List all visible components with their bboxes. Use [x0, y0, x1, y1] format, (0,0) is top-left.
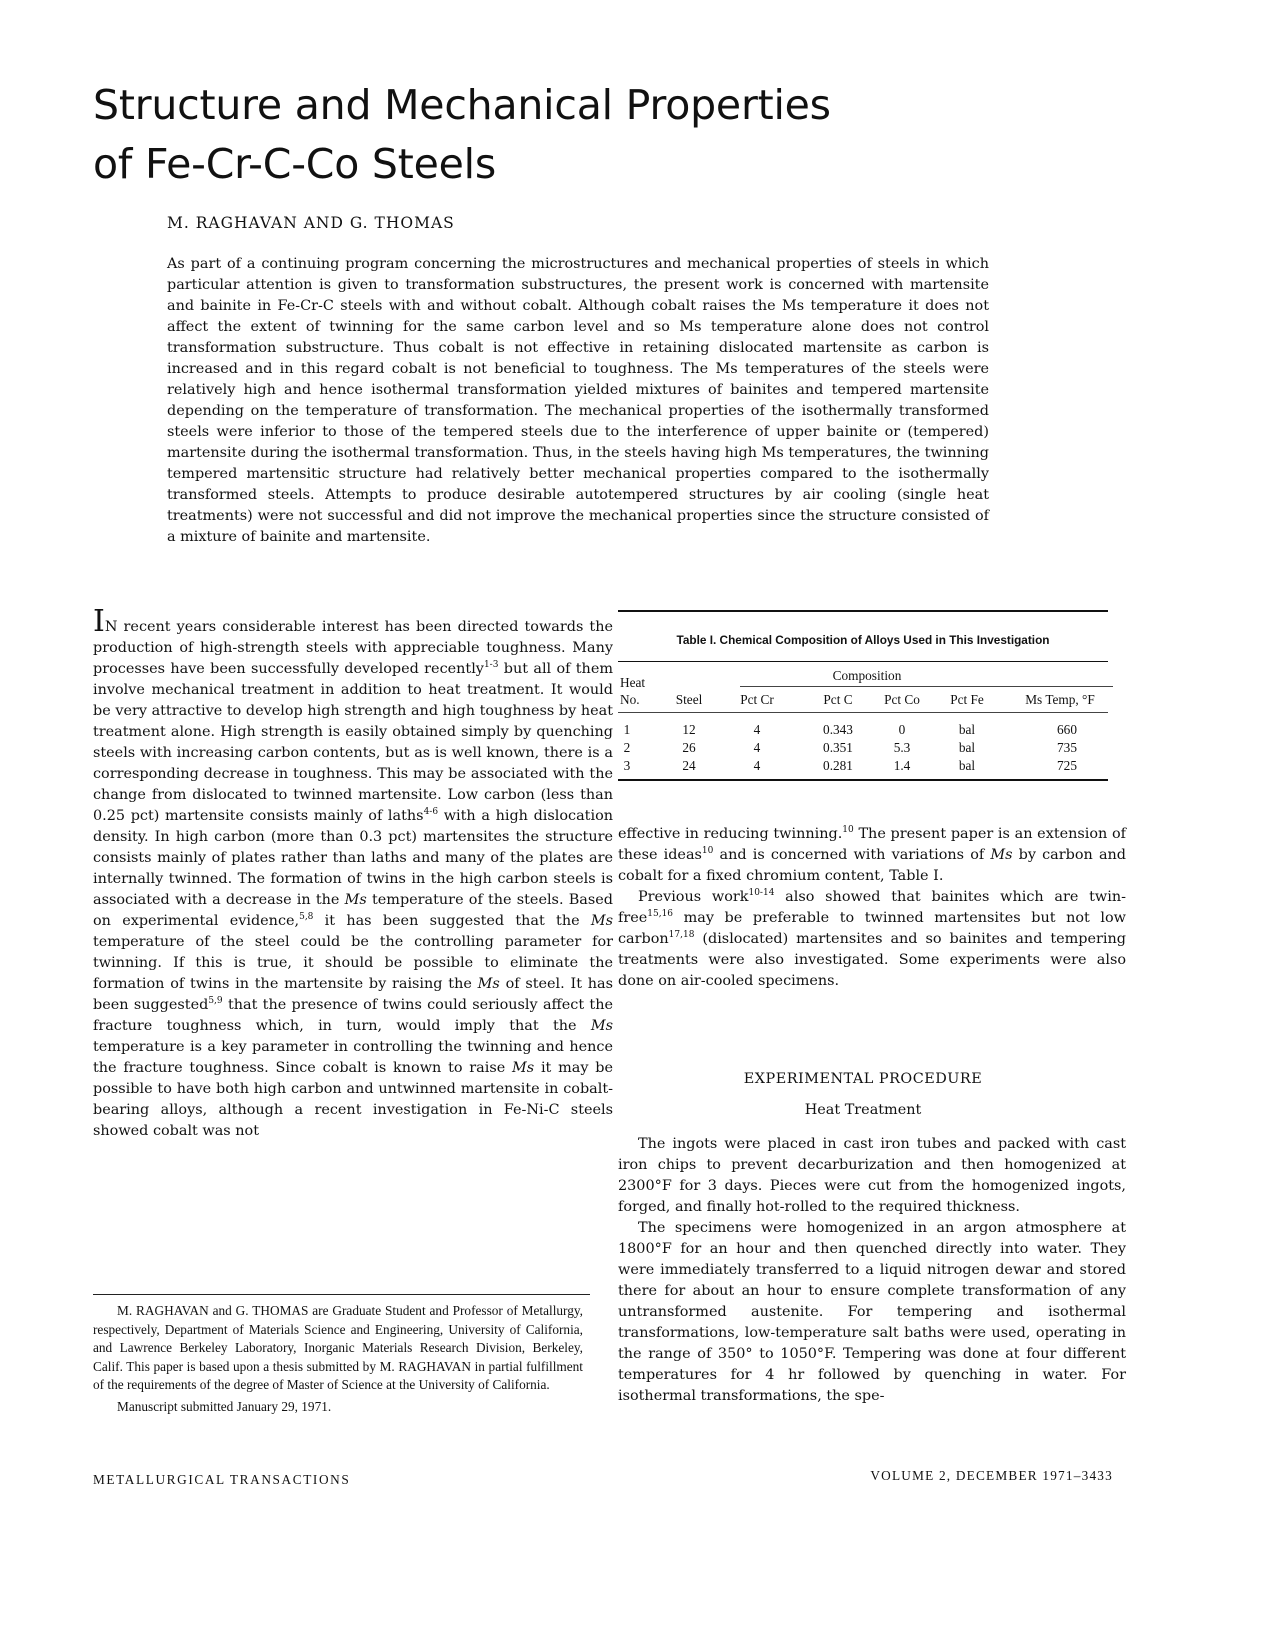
table-cell: 725 [1057, 758, 1077, 773]
citation: 15,16 [647, 909, 674, 920]
citation: 17,18 [668, 930, 695, 941]
table-group-rule [740, 686, 1113, 687]
citation: 10 [842, 825, 854, 836]
table-header-ms: Ms Temp, °F [1025, 692, 1095, 707]
table-cell: 660 [1057, 722, 1077, 737]
author-list: M. RAGHAVAN AND G. THOMAS [167, 214, 455, 232]
table-cell: 24 [682, 758, 696, 773]
table-header-no: No. [620, 692, 640, 707]
table-header-co: Pct Co [884, 692, 920, 707]
table-cell: 12 [682, 722, 696, 737]
drop-cap: I [93, 604, 105, 639]
table-bottom-rule [618, 779, 1108, 781]
table-cell: 4 [753, 758, 761, 773]
paragraph: The specimens were homogenized in an argon atmosphere at 1800°F for an hour and then quenched directly into water. They were immediately transferred to a liquid nitrogen dewar and stored there for about an hour to ensure complete transformation of any untransformed austenite. For tempering and isothermal transformations, low-temperature salt baths were used, operating in the range of 350° to 1050°F. Tempering was done at four different temperatures for 4 hr followed by quenching in water. For isothermal transformations, the spe- [618, 1220, 1126, 1404]
table-cell: 4 [753, 722, 761, 737]
table-group-header: Composition [832, 668, 902, 683]
table-cell: bal [958, 722, 976, 737]
journal-footer: METALLURGICAL TRANSACTIONS [93, 1472, 351, 1487]
right-column-text [618, 824, 1126, 992]
table-caption: Table I. Chemical Composition of Alloys Used in This Investigation [676, 633, 1050, 647]
table-header-fe: Pct Fe [950, 692, 984, 707]
table-cell: 5.3 [893, 740, 911, 755]
ms-symbol: Ms [512, 1060, 535, 1076]
composition-table [618, 610, 1108, 787]
table-cell: 0.281 [823, 758, 853, 773]
table-cell: 0.343 [823, 722, 853, 737]
paper-title [93, 76, 1093, 194]
table-header-heat: Heat [620, 675, 646, 690]
citation: 1-3 [483, 660, 499, 671]
table-body [618, 662, 1108, 787]
title-line-1: Structure and Mechanical Properties [93, 81, 831, 129]
footnote-divider [93, 1294, 590, 1295]
ms-symbol: Ms [477, 976, 500, 992]
table-header-c: Pct C [823, 692, 853, 707]
citation: 5,9 [208, 996, 223, 1007]
table-header-rule [618, 712, 1108, 713]
subsection-heading: Heat Treatment [804, 1102, 922, 1118]
table-cell: 735 [1057, 740, 1077, 755]
volume-footer: VOLUME 2, DECEMBER 1971–3433 [870, 1468, 1113, 1483]
table-cell: 2 [623, 740, 631, 755]
citation: 4-6 [423, 807, 439, 818]
table-header-steel: Steel [675, 692, 703, 707]
table-cell: 1.4 [893, 758, 911, 773]
footnote-affiliation: M. RAGHAVAN and G. THOMAS are Graduate Student and Professor of Metallurgy, respectively, Department of Materials Science and Engineering, University of California, and Lawrence Berkeley Laboratory, Inorganic Materials Research Division, Berkeley, Calif. This paper is based upon a thesis submitted by M. RAGHAVAN in partial fulfillment of the requirements of the degree of Master of Science at the University of California. [93, 1303, 583, 1393]
ms-symbol: Ms [990, 847, 1013, 863]
citation: 10-14 [748, 888, 775, 899]
citation: 10 [701, 846, 714, 857]
abstract: As part of a continuing program concerning the microstructures and mechanical properties of steels in which particular attention is given to transformation substructures, the present work is concerned with martensite and bainite in Fe-Cr-C steels with and without cobalt. Although cobalt raises the Ms temperature it does not affect the extent of twinning for the same carbon level and so Ms temperature alone does not control transformation substructure. Thus cobalt is not effective in retaining dislocated martensite as carbon is increased and in this regard cobalt is not beneficial to toughness. The Ms temperatures of the steels were relatively high and hence isothermal transformation yielded mixtures of bainites and tempered martensite depending on the temperature of transformation. The mechanical properties of the isothermally transformed steels were inferior to those of the tempered steels due to the interference of upper bainite or (tempered) martensite during the isothermal transformation. Thus, in the steels having high Ms temperatures, the twinning tempered martensitic structure had relatively better mechanical properties compared to the isothermally transformed steels. Attempts to produce desirable autotempered structures by air cooling (single heat treatments) were not successful and did not improve the mechanical properties since the structure consisted of a mixture of bainite and martensite. [167, 256, 989, 545]
paragraph: The ingots were placed in cast iron tubes and packed with cast iron chips to prevent decarburization and then homogenized at 2300°F for 3 days. Pieces were cut from the homogenized ingots, forged, and finally hot-rolled to the required thickness. [618, 1136, 1126, 1215]
paragraph: Previous work$^{10-14}$ also showed that bainites which are twin-free$^{15,16}$ may be preferable to twinned martensites but not low carbon$^{17,18}$ (dislocated) martensites and so bainites and tempering treatments were also investigated. Some experiments were also done on air-cooled specimens. [618, 888, 1126, 989]
table-cell: 0.351 [823, 740, 853, 755]
ms-symbol: Ms [590, 913, 613, 929]
section-heading: EXPERIMENTAL PROCEDURE [743, 1071, 983, 1087]
paragraph: effective in reducing twinning.$^{10}$ The present paper is an extension of these ideas$^{10}$ and is concerned with variations of Ms by carbon and cobalt for a fixed chromium content, Table I. [618, 825, 1127, 884]
citation: 5,8 [299, 912, 314, 923]
ms-symbol: Ms [344, 892, 367, 908]
author-footnote [93, 1302, 583, 1417]
table-cell: 0 [898, 722, 906, 737]
table-header-cr: Pct Cr [740, 692, 774, 707]
table-cell: bal [958, 740, 976, 755]
table-cell: 4 [753, 740, 761, 755]
ms-symbol: Ms [590, 1018, 613, 1034]
intro-paragraph: IN recent years considerable interest has been directed towards the production of high-strength steels with appreciable toughness. Many processes have been successfully developed recently$^{1-3}$ but all of them involve mechanical treatment in addition to heat treatment. It would be very attractive to develop high strength and high toughness by heat treatment alone. High strength is easily obtained simply by quenching steels with increasing carbon contents, but as is well known, there is a corresponding decrease in toughness. This may be associated with the change from dislocated to twinned martensite. Low carbon (less than 0.25 pct) martensite consists mainly of laths$^{4-6}$ with a high dislocation density. In high carbon (more than 0.3 pct) martensites the structure consists mainly of plates rather than laths and many of the plates are internally twinned. The formation of twins in the high carbon steels is associated with a decrease in the Ms temperature of the steels. Based on experimental evidence,$^{5,8}$ it has been suggested that the Ms temperature of the steel could be the controlling parameter for twinning. If this is true, it should be possible to eliminate the formation of twins in the martensite by raising the Ms of steel. It has been suggested$^{5,9}$ that the presence of twins could seriously affect the fracture toughness which, in turn, would imply that the Ms temperature is a key parameter in controlling the twinning and hence the fracture toughness. Since cobalt is known to raise Ms it may be possible to have both high carbon and untwinned martensite in cobalt-bearing alloys, although a recent investigation in Fe-Ni-C steels showed cobalt was not [93, 604, 613, 1139]
table-cell: bal [958, 758, 976, 773]
table-cell: 1 [623, 722, 631, 737]
title-line-2: of Fe-Cr-C-Co Steels [93, 140, 497, 188]
footnote-submitted: Manuscript submitted January 29, 1971. [117, 1398, 332, 1414]
table-cell: 3 [623, 758, 631, 773]
procedure-text [618, 1134, 1126, 1407]
table-cell: 26 [682, 740, 696, 755]
